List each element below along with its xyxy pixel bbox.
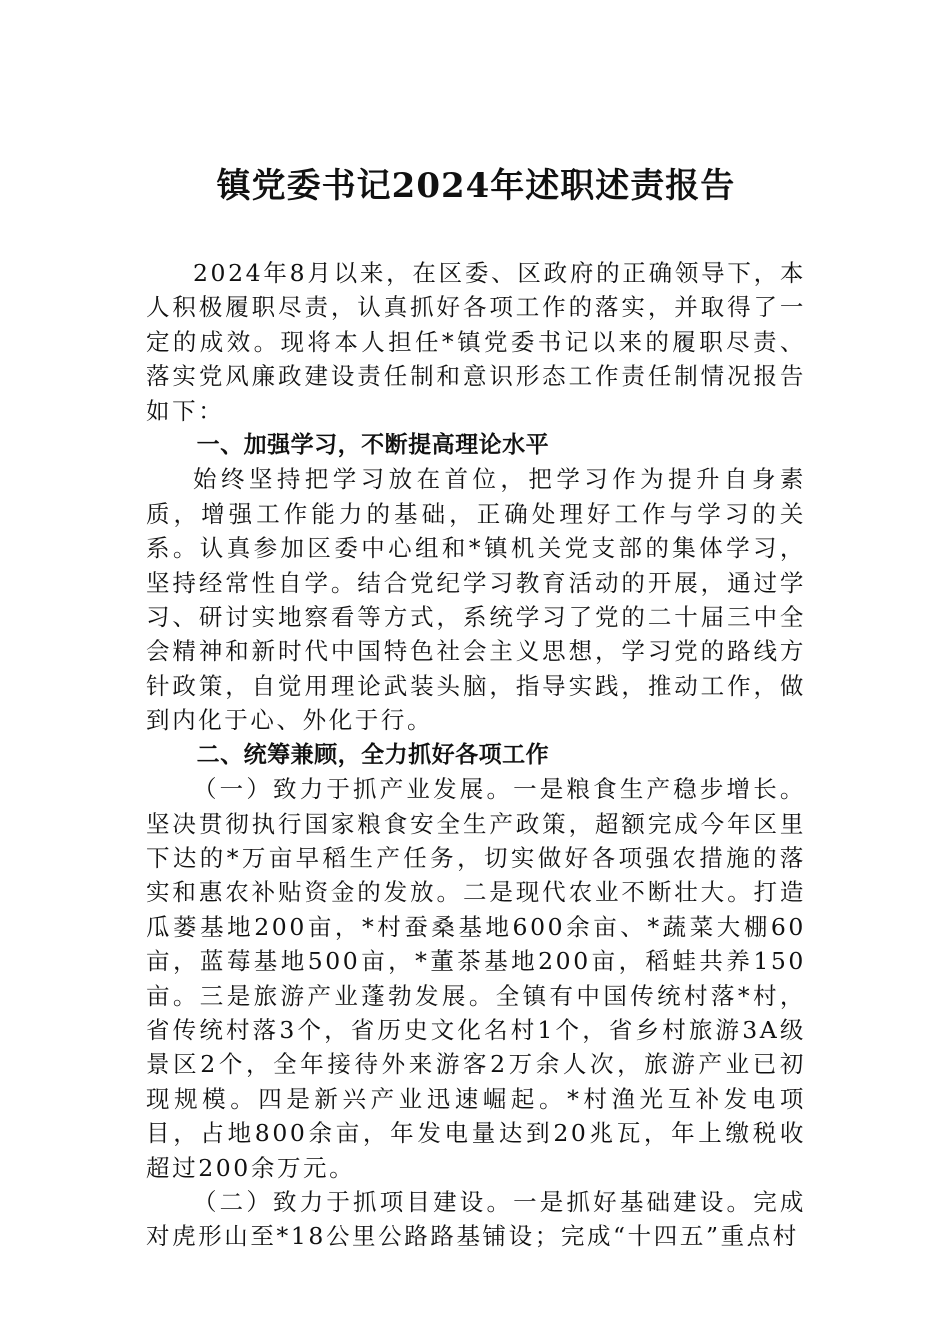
section-2-paragraph-1: （一）致力于抓产业发展。一是粮食生产稳步增长。坚决贯彻执行国家粮食安全生产政策，超额完成今年区里下达的*万亩早稻生产任务，切实做好各项强农措施的落实和惠农补贴资金的发放。二是现代农业不断壮大。打造瓜蒌基地200亩，*村蚕桑基地600余亩、*蔬菜大棚60亩，蓝莓基地500亩，*董茶基地200亩，稻蛙共养150亩。三是旅游产业蓬勃发展。全镇有中国传统村落*村，省传统村落3个，省历史文化名村1个，省乡村旅游3A级景区2个，全年接待外来游客2万余人次，旅游产业已初现规模。四是新兴产业迅速崛起。*村渔光互补发电项目，占地800余亩，年发电量达到20兆瓦，年上缴税收超过200余万元。 (146, 775, 806, 1182)
document-title: 镇党委书记2024年述职述责报告 (216, 166, 736, 206)
section-2-heading: 二、统筹兼顾，全力抓好各项工作 (196, 741, 550, 768)
document-body (146, 256, 806, 1254)
section-2-paragraph-2: （二）致力于抓项目建设。一是抓好基础建设。完成对虎形山至*18公里公路路基铺设；完成“十四五”重点村 (146, 1187, 806, 1251)
document-page (146, 0, 806, 1344)
intro-paragraph: 2024年8月以来，在区委、区政府的正确领导下，本人积极履职尽责，认真抓好各项工作的落实，并取得了一定的成效。现将本人担任*镇党委书记以来的履职尽责、落实党风廉政建设责任制和意识形态工作责任制情况报告如下： (146, 259, 806, 425)
section-1-heading: 一、加强学习，不断提高理论水平 (196, 432, 550, 459)
section-1-paragraph: 始终坚持把学习放在首位，把学习作为提升自身素质，增强工作能力的基础，正确处理好工作与学习的关系。认真参加区委中心组和*镇机关党支部的集体学习，坚持经常性自学。结合党纪学习教育活动的开展，通过学习、研讨实地察看等方式，系统学习了党的二十届三中全会精神和新时代中国特色社会主义思想，学习党的路线方针政策，自觉用理论武装头脑，指导实践，推动工作，做到内化于心、外化于行。 (146, 465, 806, 735)
